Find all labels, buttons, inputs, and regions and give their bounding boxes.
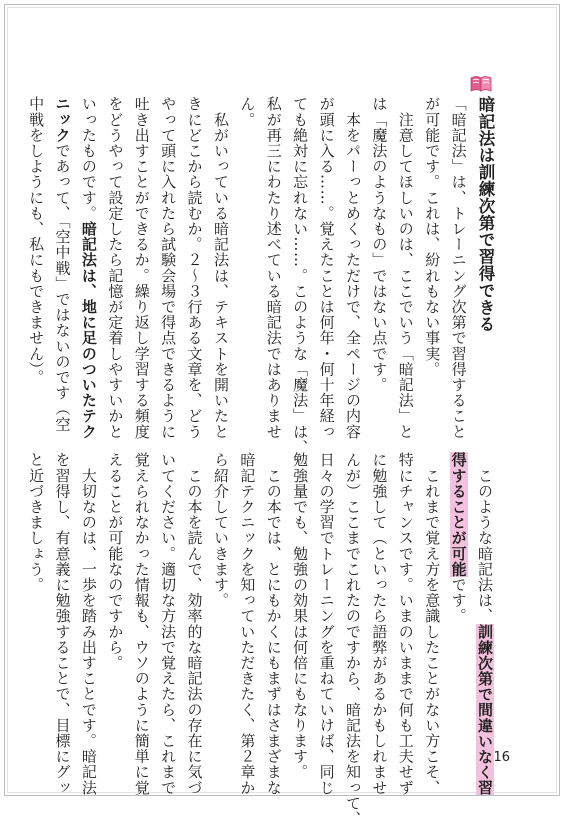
- lower-text-block: [23, 452, 498, 826]
- upper-text-block: [23, 96, 498, 455]
- emphasis-text: ニック: [53, 96, 72, 143]
- paragraph: 「暗記法」は、トレーニング次第で習得すること が可能です。これは、紛れもない事実。 注意してほしいのは、ここでいう「暗記法」と は「魔法のようなもの」ではない点です。 本をパーっとめくっただけで、全ページの内容 が頭に入る……。覚えたことは何年・何十年経っ ても絶対に忘れない……。このような「魔法」は、 私が再三にわたり述べている暗記法ではありませ ん。: [238, 96, 468, 455]
- paragraph: であって、「空中戦」ではないのです（空 中戦をしようにも、私にもできません）。: [27, 96, 72, 432]
- paragraph: です。 これまで覚え方を意識したことがない方こそ、 特にチャンスです。いまのいままで何も工夫せず に勉強して（といったら語弊があるかもしれませ んが）ここまでこれたのですから、暗記法を知って、 日々の学習でトレーニングを重ねていけば、同じ 勉強量でも、勉強の効果は何倍にもなります。 この本では、とにもかくにもまずはさまざまな 暗記テクニックを知っていただきたく、第２章か ら紹介していきます。 この本を読んで、効率的な暗記法の存在に気づ いてください。適切な方法で覚えたら、これまで 覚えられなかった情報も、ウソのように簡単に覚 えることが可能なのですから。 大切なのは、一歩を踏み出すことです。暗記法 を習得し、有意義に勉強することで、目標にグッ と近づきましょう。: [27, 452, 468, 826]
- highlighted-text: 訓練次第で間違いなく習: [476, 623, 494, 796]
- open-book-icon: [470, 75, 492, 93]
- paragraph: 私がいっている暗記法は、テキストを開いたと きにどこから読むか。２〜３行ある文章を、どう やって頭に入れたら試験会場で得点できるように 吐き出すことができるか。繰り返し学習する頻度 をどうやって設定したら記憶が定着しやすいかと いったものです。: [79, 96, 230, 440]
- paragraph: このような暗記法は、: [476, 452, 494, 624]
- page-number: 16: [493, 750, 510, 765]
- highlighted-text: 得することが可能: [449, 452, 468, 577]
- section-heading: 暗記法は訓練次第で習得できる: [476, 96, 495, 333]
- emphasis-text: 暗記法は、地に足のついたテク: [79, 220, 98, 440]
